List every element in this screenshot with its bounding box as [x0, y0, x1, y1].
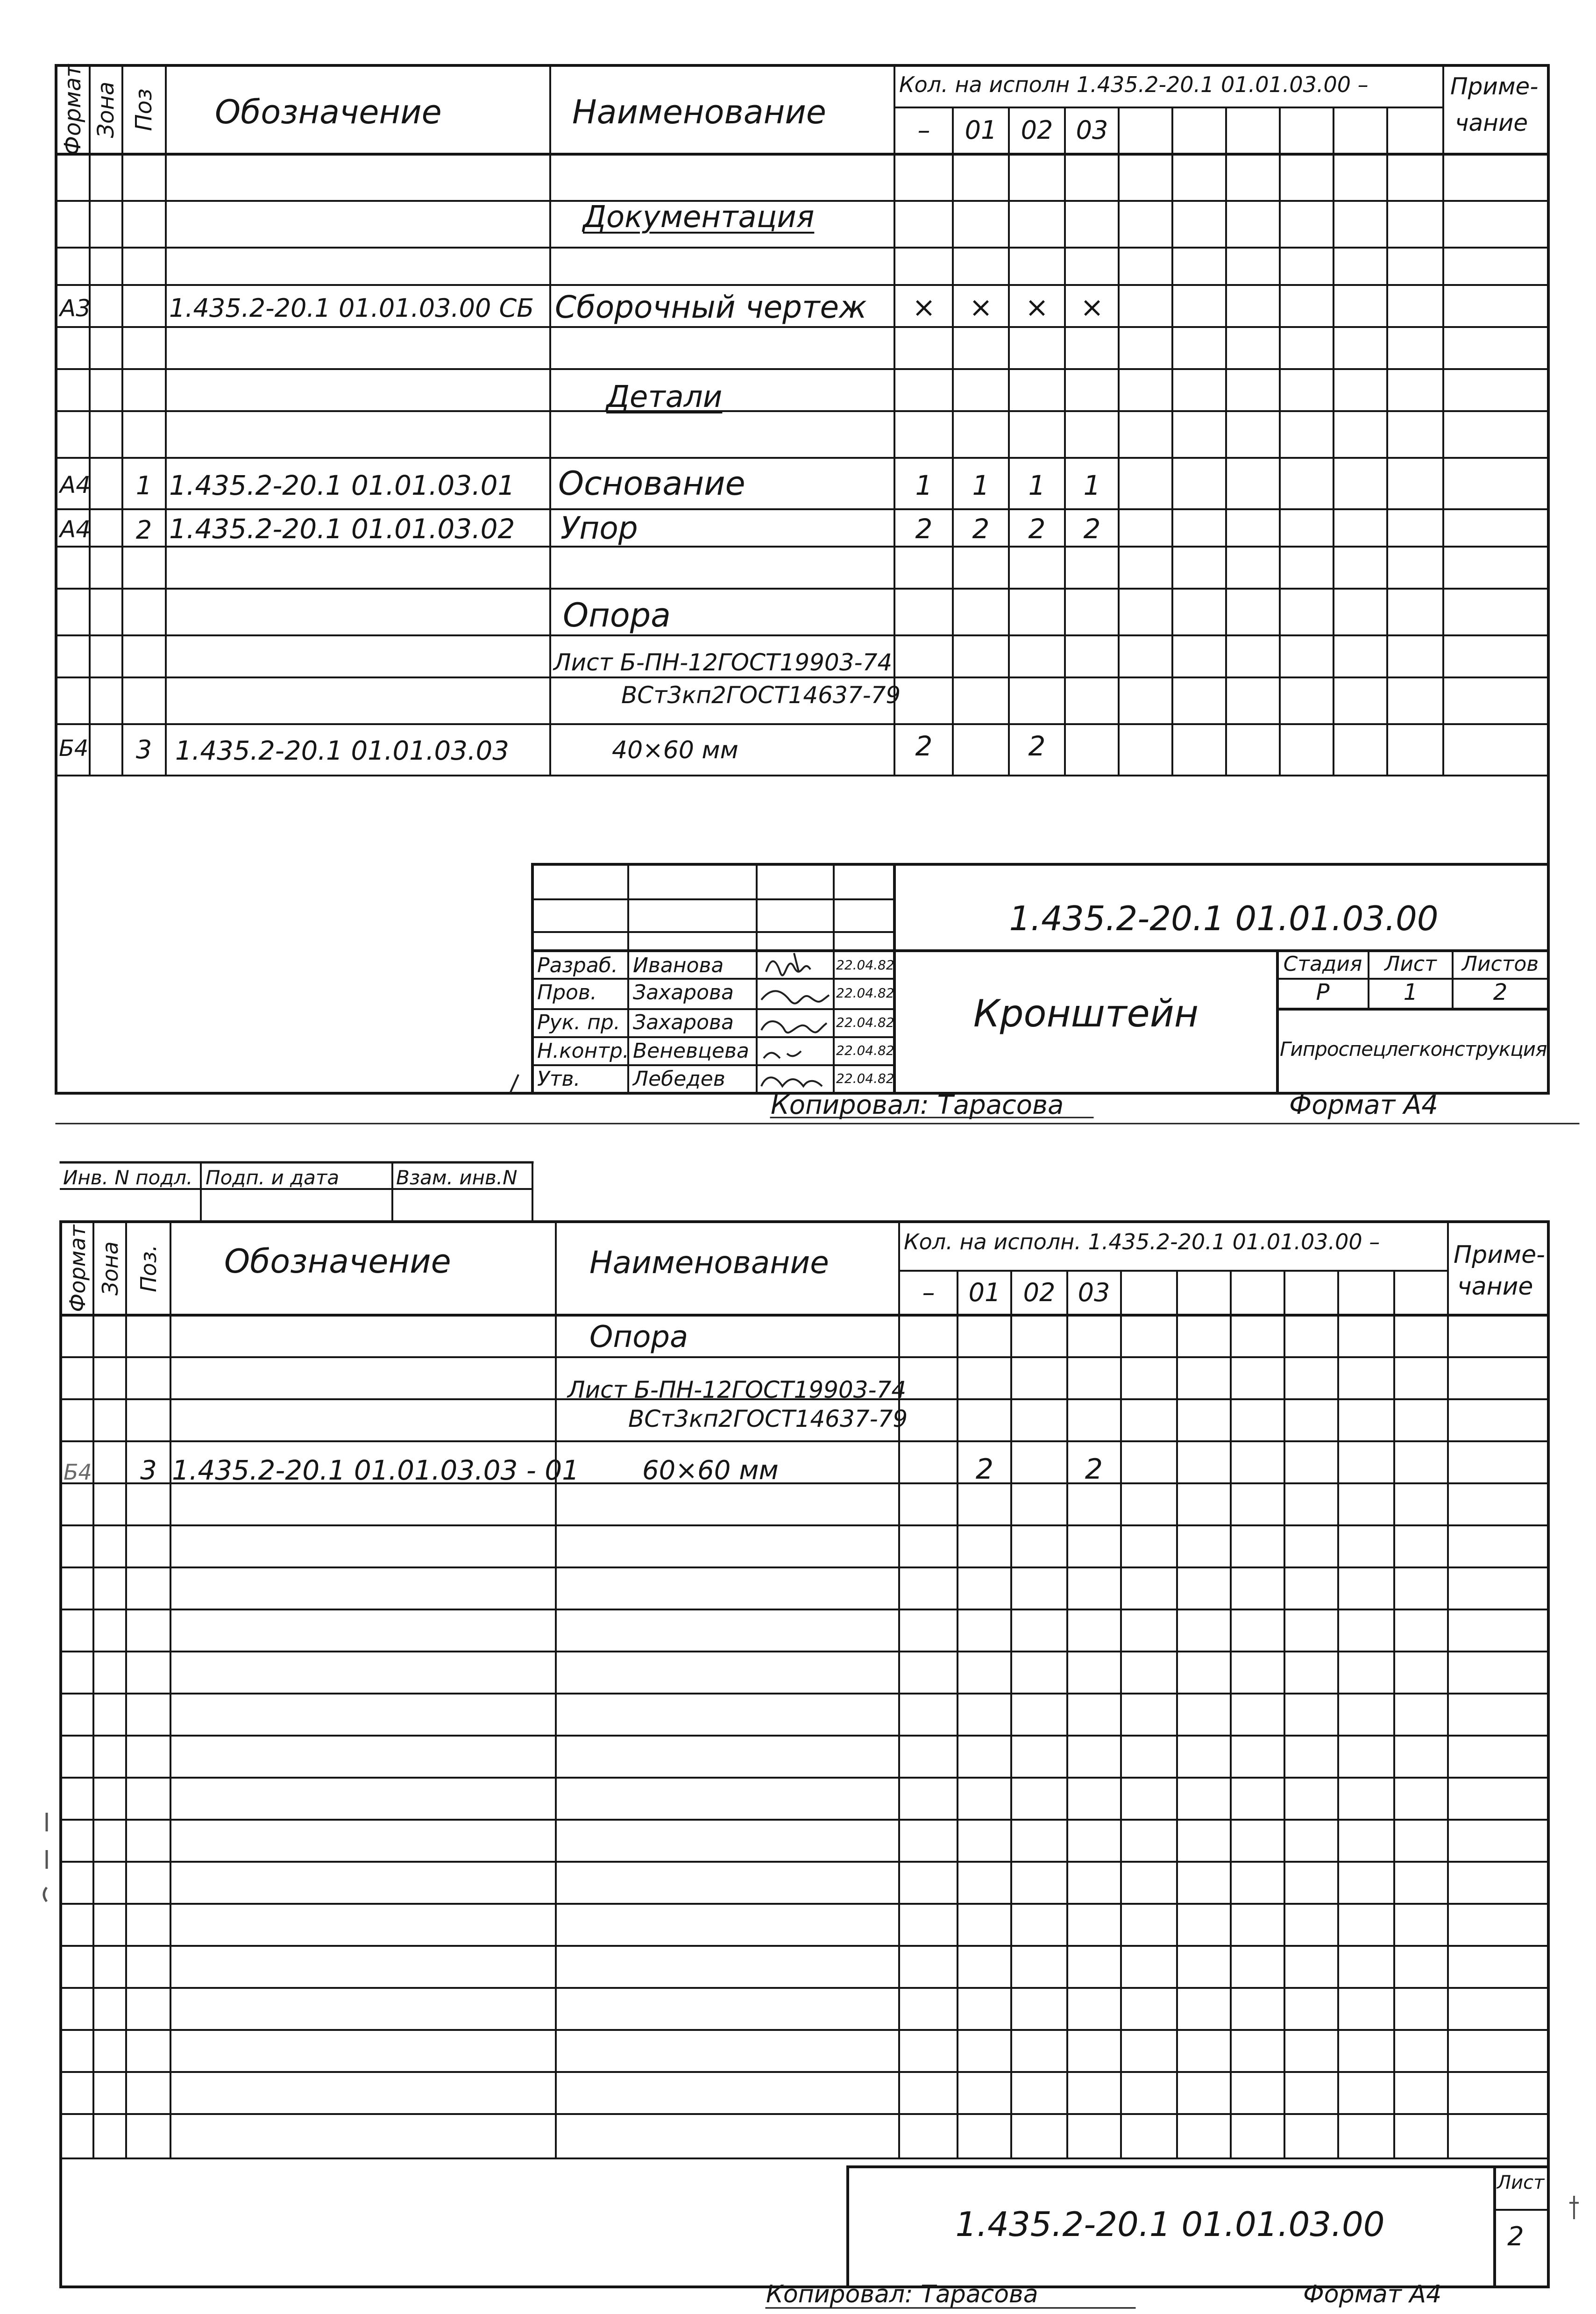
- exec-col-base: –: [917, 115, 930, 145]
- row-qty: 2: [1085, 1453, 1103, 1486]
- row-format: А4: [60, 516, 91, 543]
- organization: Гипроспецлегконструкция: [1280, 1038, 1547, 1061]
- row-designation: 1.435.2-20.1 01.01.03.02: [169, 513, 515, 545]
- col-header-qty: Кол. на исполн. 1.435.2-20.1 01.01.03.00 –: [904, 1229, 1380, 1254]
- row-qty: 2: [972, 513, 990, 545]
- row-name: Основание: [558, 464, 745, 503]
- row-qty: 2: [1083, 513, 1101, 545]
- exec-col-03: 03: [1078, 1278, 1110, 1307]
- sheets-label: Листов: [1461, 952, 1539, 976]
- copied-by: Копировал: Тарасова: [766, 2280, 1038, 2308]
- paper-format: Формат А4: [1289, 1090, 1438, 1120]
- col-header-note: Приме-: [1454, 1241, 1545, 1269]
- stamp-signature-label: Подп. и дата: [206, 1166, 340, 1189]
- signature-date: 22.04.82: [836, 1071, 894, 1086]
- col-header-note-2: чание: [1457, 1273, 1533, 1301]
- row-format: А3: [60, 295, 91, 322]
- stamp-inventory-label: Инв. N подл.: [63, 1166, 193, 1189]
- stage-label: Стадия: [1283, 952, 1362, 976]
- title-block-title: Кронштейн: [973, 992, 1199, 1035]
- exec-col-base: –: [922, 1278, 935, 1307]
- col-header-zone: Зона: [93, 81, 119, 138]
- col-header-note-2: чание: [1455, 109, 1528, 136]
- signature-date: 22.04.82: [836, 1015, 894, 1030]
- row-pos: 3: [140, 1455, 157, 1486]
- exec-col-01: 01: [965, 115, 997, 145]
- col-header-format: Формат: [60, 64, 86, 156]
- signature-name: Веневцева: [633, 1039, 749, 1063]
- section-support: Опора: [563, 596, 671, 634]
- col-header-name: Наименование: [572, 93, 826, 131]
- row-name: Сборочный чертеж: [555, 289, 867, 325]
- signature-role: Утв.: [537, 1067, 581, 1091]
- row-qty: ×: [1080, 291, 1104, 324]
- section-support: Опора: [589, 1320, 688, 1354]
- signature-role: Пров.: [537, 981, 597, 1004]
- row-format: А4: [60, 471, 91, 498]
- col-header-qty: Кол. на исполн 1.435.2-20.1 01.01.03.00 –: [899, 72, 1369, 97]
- row-qty: 1: [1028, 470, 1046, 501]
- col-header-zone: Зона: [98, 1241, 123, 1296]
- section-documentation: Документация: [583, 200, 815, 235]
- material-steel: ВСт3кп2ГОСТ14637-79: [628, 1405, 908, 1432]
- signature-date: 22.04.82: [836, 985, 894, 1001]
- signature-name: Захарова: [633, 981, 734, 1004]
- footer-sheet-number: 2: [1507, 2221, 1524, 2252]
- row-format: Б4: [64, 1460, 92, 1485]
- col-header-designation: Обозначение: [224, 1242, 451, 1281]
- signature-date: 22.04.82: [836, 957, 894, 973]
- row-qty: 2: [1028, 730, 1046, 762]
- row-name: 60×60 мм: [642, 1455, 779, 1486]
- exec-col-03: 03: [1076, 115, 1108, 145]
- title-block-code: 1.435.2-20.1 01.01.03.00: [1009, 899, 1439, 938]
- signature-name: Захарова: [633, 1011, 734, 1034]
- footer-sheet-label: Лист: [1497, 2172, 1545, 2193]
- copied-by: Копировал: Тарасова: [771, 1090, 1064, 1120]
- section-parts: Детали: [606, 380, 723, 414]
- row-designation: 1.435.2-20.1 01.01.03.03: [175, 736, 509, 766]
- row-format: Б4: [59, 735, 89, 762]
- signature-date: 22.04.82: [836, 1043, 894, 1058]
- material-sheet: Лист Б-ПН-12ГОСТ19903-74: [553, 649, 893, 676]
- material-steel: ВСт3кп2ГОСТ14637-79: [621, 682, 901, 709]
- signature-role: Н.контр.: [537, 1039, 629, 1063]
- stamp-swap-label: Взам. инв.N: [396, 1166, 518, 1189]
- exec-col-02: 02: [1021, 115, 1053, 145]
- row-qty: 1: [972, 470, 990, 501]
- footer-code: 1.435.2-20.1 01.01.03.00: [955, 2205, 1385, 2244]
- row-pos: 1: [135, 471, 152, 500]
- row-name: 40×60 мм: [612, 736, 738, 764]
- row-pos: 2: [135, 515, 152, 545]
- row-qty: 2: [975, 1453, 994, 1486]
- row-qty: ×: [912, 291, 936, 324]
- signature-role: Разраб.: [537, 954, 618, 977]
- col-header-pos: Поз: [131, 88, 157, 131]
- row-qty: 1: [915, 470, 933, 501]
- row-qty: ×: [1025, 291, 1049, 324]
- sheet-value: 1: [1403, 979, 1418, 1005]
- row-designation: 1.435.2-20.1 01.01.03.03 - 01: [172, 1454, 580, 1486]
- exec-col-01: 01: [968, 1278, 1001, 1307]
- row-pos: 3: [135, 735, 152, 764]
- row-name: Упор: [560, 510, 638, 546]
- row-qty: 2: [1028, 513, 1046, 545]
- signature-role: Рук. пр.: [537, 1011, 620, 1034]
- row-designation: 1.435.2-20.1 01.01.03.01: [169, 470, 515, 501]
- material-sheet: Лист Б-ПН-12ГОСТ19903-74: [567, 1376, 907, 1403]
- row-designation: 1.435.2-20.1 01.01.03.00 СБ: [169, 293, 534, 323]
- col-header-name: Наименование: [589, 1245, 829, 1281]
- col-header-note: Приме-: [1450, 73, 1539, 100]
- paper-format: Формат А4: [1303, 2280, 1442, 2308]
- col-header-format: Формат: [65, 1225, 90, 1312]
- sheet-label: Лист: [1384, 952, 1437, 976]
- col-header-designation: Обозначение: [215, 93, 442, 131]
- row-qty: 1: [1083, 470, 1101, 501]
- stage-value: Р: [1316, 979, 1330, 1005]
- row-qty: 2: [915, 513, 933, 545]
- signature-name: Иванова: [633, 954, 724, 977]
- row-qty: 2: [915, 730, 933, 762]
- sheets-value: 2: [1493, 979, 1508, 1005]
- signature-name: Лебедев: [633, 1067, 725, 1091]
- col-header-pos: Поз.: [136, 1245, 161, 1292]
- row-qty: ×: [969, 291, 993, 324]
- exec-col-02: 02: [1023, 1278, 1056, 1307]
